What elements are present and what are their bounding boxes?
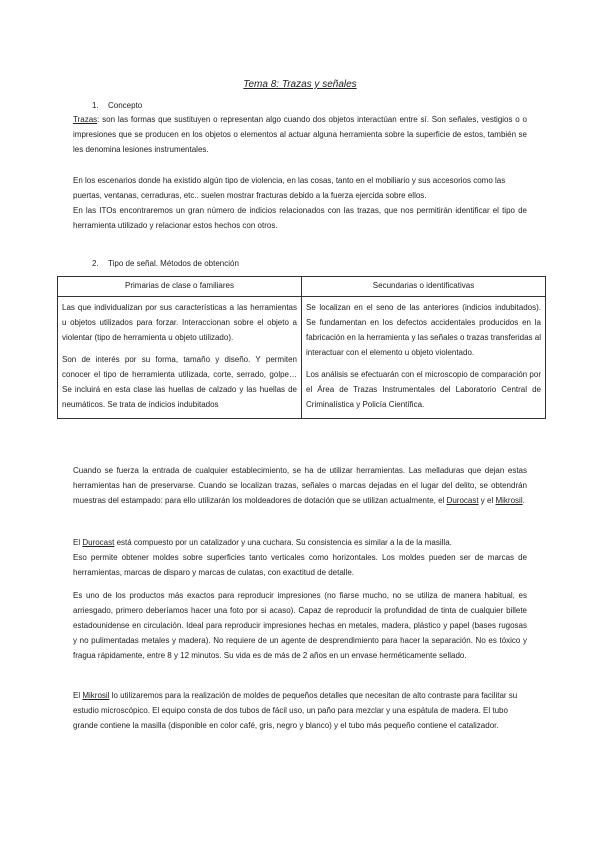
section-2-title: Tipo de señal. Métodos de obtención — [108, 259, 239, 268]
header-secondary: Secundarias o identificativas — [302, 277, 546, 297]
section-1-definition — [73, 112, 527, 157]
durocast-paragraph-3: Es uno de los productos más exactos para reproducir impresiones (no fiarse mucho, no se utiliza de manera habitual, es arriesgado, primero deberíamos hacer una foto por si acaso). Capaz de reproducir la profundidad de tinta de cualquier billete estadounidense en circulación. Ideal para reproducir impresiones hechas en metales, madera, plástico y papel (bases rugosas y no pulimentadas metales y madera). No requiere de un agente de desprendimiento para hacer la separación. No es tóxico y fragua rápidamente, entre 8 y 12 minutos. Su vida es de más de 2 años en un envase herméticamente sellado. — [73, 591, 527, 660]
intro-text: Cuando se fuerza la entrada de cualquier establecimiento, se ha de utilizar herramientas. Las melladuras que dejan estas herramientas han de preservarse. Cuando se localizan trazas, señales o marcas dejadas en el lugar del delito, se obtendrán muestras del estampado: para ello utilizarán los moldeadores de dotación que se utilizan actualmente, el — [73, 466, 527, 505]
molds-intro — [73, 463, 527, 508]
mikrosil-prefix: El — [73, 691, 83, 700]
section-1-title: Concepto — [108, 101, 143, 110]
primary-paragraph: Son de interés por su forma, tamaño y diseño. Y permiten conocer el tipo de herramienta utilizada, corte, serrado, golpe…Se incluirá en esta clase las huellas de calzado y las huellas de neumáticos. Se trata de indicios indubitados — [62, 355, 297, 409]
section-2-number: 2. — [92, 259, 99, 268]
primary-paragraph: Las que individualizan por sus características a las herramientas u objetos utilizados para forzar. Interaccionan sobre el objeto a violentar (tipo de herramienta u objeto utilizado). — [62, 303, 297, 342]
section-1-heading — [92, 100, 142, 112]
secondary-paragraph: Se localizan en el seno de las anteriores (indicios indubitados). Se fundamentan en los defectos accidentales producidos en la fabricación en la herramienta y las señales o trazas transferidas al interactuar con el elemento u objeto violentado. — [306, 303, 541, 357]
intro-end: . — [522, 496, 525, 505]
durocast-term: Durocast — [82, 538, 115, 547]
section-1-paragraphs — [73, 173, 527, 233]
signal-types-table — [57, 276, 546, 419]
table-header-row — [58, 277, 546, 297]
cell-primary — [58, 297, 302, 419]
mikrosil-link: Mikrosil — [495, 496, 523, 505]
section-1-number: 1. — [92, 101, 99, 110]
document-title: Tema 8: Trazas y señales — [243, 79, 357, 90]
term-trazas: Trazas — [73, 115, 98, 124]
durocast-paragraph-2: Eso permite obtener moldes sobre superficies tanto verticales como horizontales. Los moldes pueden ser de marcas de herramientas, marcas de disparo y marcas de culatas, con exactitud de detalle. — [73, 553, 527, 577]
section-2-heading — [92, 258, 239, 270]
durocast-desc: está compuesto por un catalizador y una cuchara. Su consistencia es similar a la de la masilla. — [114, 538, 452, 547]
cell-secondary — [302, 297, 546, 419]
durocast-section — [73, 535, 527, 663]
mikrosil-term: Mikrosil — [82, 691, 110, 700]
durocast-link: Durocast — [446, 496, 479, 505]
table-row — [58, 297, 546, 419]
mikrosil-desc: lo utilizaremos para la realización de moldes de pequeños detalles que necesitan de alto contraste para facilitar su estudio microscópico. El equipo consta de dos tubos de fácil uso, un paño para mezclar y una espátula de madera. El tubo grande contiene la masilla (disponible en color café, gris, negro y blanco) y el tubo más pequeño contiene el catalizador. — [73, 691, 518, 730]
definition-text: : son las formas que sustituyen o representan algo cuando dos objetos interactúan entre sí. Son señales, vestigios o o impresiones que se producen en los objetos o elementos al actuar alguna herramienta sobre la superficie de estos, también se les denomina lesiones instrumentales. — [73, 115, 527, 154]
intro-and: y el — [478, 496, 496, 505]
header-primary: Primarias de clase o familiares — [58, 277, 302, 297]
durocast-prefix: El — [73, 538, 83, 547]
mikrosil-section — [73, 688, 527, 733]
secondary-paragraph: Los análisis se efectuarán con el microscopio de comparación por el Área de Trazas Instrumentales del Laboratorio Central de Criminalística y Policía Científica. — [306, 370, 541, 409]
paragraph-escenarios: En los escenarios donde ha existido algún tipo de violencia, en las cosas, tanto en el mobiliario y sus accesorios como las puertas, ventanas, cerraduras, etc.. suelen mostrar fracturas debido a la fuerza ejercida sobre ellos. — [73, 176, 506, 200]
paragraph-itos: En las ITOs encontraremos un gran número de indicios relacionados con las trazas, que nos permitirán identificar el tipo de herramienta utilizado y relacionar estos hechos con otros. — [73, 206, 527, 230]
